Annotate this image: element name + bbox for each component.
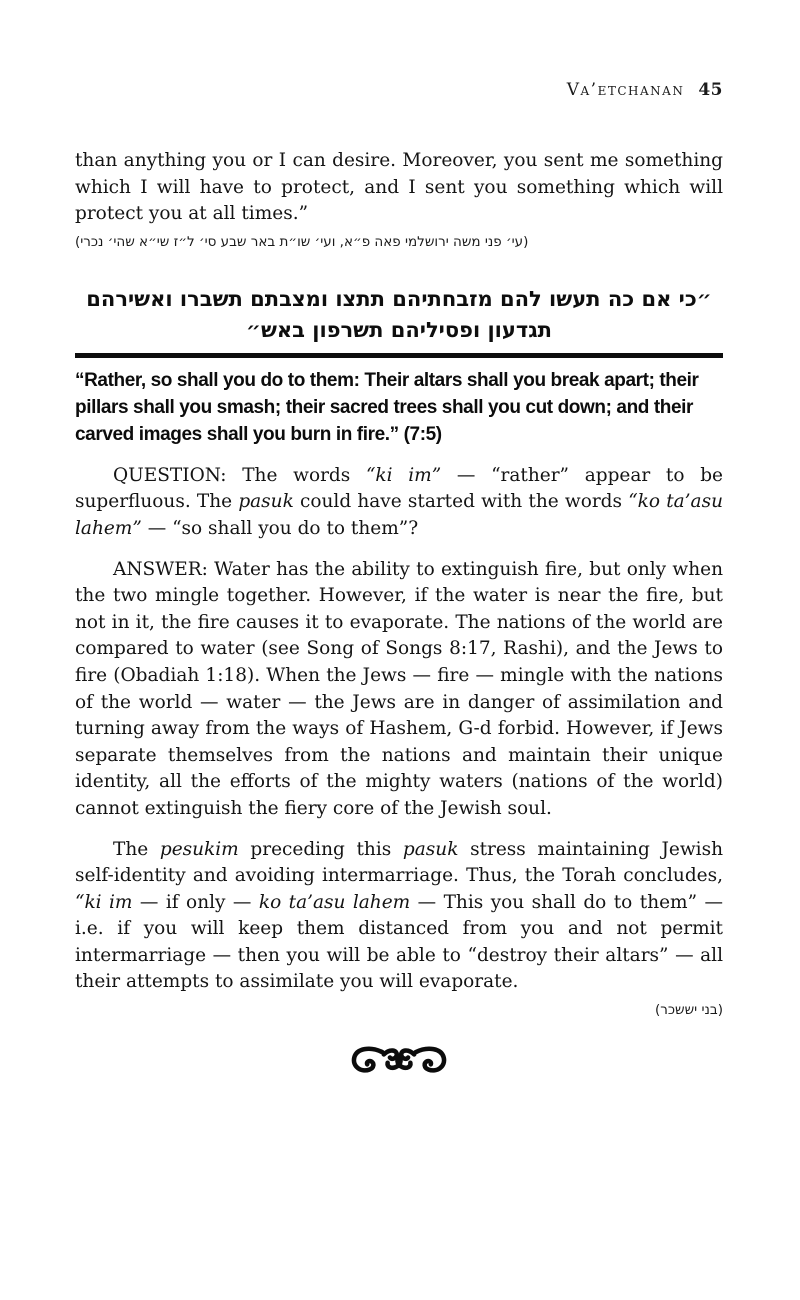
- text-run: could have started with the words: [293, 491, 629, 513]
- italic-term: pasuk: [238, 491, 294, 513]
- page-header: [75, 80, 723, 100]
- section-divider-ornament: [75, 1045, 723, 1080]
- italic-term: “ki im: [75, 891, 133, 913]
- italic-term: pasuk: [402, 838, 459, 860]
- fleuron-icon: [349, 1045, 449, 1076]
- page-number: 45: [698, 80, 723, 100]
- italic-term: ko ta’asu lahem: [258, 891, 411, 913]
- discussion-paragraph: [75, 837, 723, 997]
- answer-paragraph: ANSWER: Water has the ability to extinguish fire, but only when the two mingle together. However, if the water is near the fire, but not in it, the fire causes it to evaporate. The nations of the world are compared to water (see Song of Songs 8:17, Rashi), and the Jews to fire (Obadiah 1:18). When the Jews — fire — mingle with the nations of the world — water — the Jews are in danger of assimilation and turning away from the ways of Hashem, G-d forbid. However, if Jews separate themselves from the nations and maintain their unique identity, all the efforts of the mighty waters (nations of the world) cannot extinguish the fiery core of the Jewish soul.: [75, 558, 723, 819]
- text-run: — “so shall you do to them”?: [141, 517, 419, 539]
- hebrew-verse-heading: [75, 284, 723, 346]
- text-run: preceding this: [238, 838, 403, 860]
- continuation-paragraph: than anything you or I can desire. Moreover, you sent me something which I will have to protect, and I sent you something which will protect you at all times.”: [75, 150, 723, 225]
- italic-term: pesukim: [159, 838, 239, 860]
- text-run: QUESTION: The words: [113, 464, 366, 486]
- source-citation: (בני יששכר): [655, 1002, 723, 1019]
- text-run: The: [113, 838, 160, 860]
- verse-translation-paragraph: “Rather, so shall you do to them: Their altars shall you break apart; their pillars shall you smash; their sacred trees shall you cut down; and their carved images shall you burn in fire.” (7:5): [75, 369, 699, 445]
- text-run: — “rather” appear to be superfluous. The: [75, 464, 723, 513]
- hebrew-source-citation: (עי׳ פני משה ירושלמי פאה פ״א, ועי׳ שו״ת באר שבע סי׳ ל״ז שי״א שהי׳ נכרי): [75, 233, 529, 250]
- italic-term: “ki im”: [365, 464, 442, 486]
- text-run: — This you shall do to them” — i.e. if you will keep them distanced from you and not permit intermarriage — then you will be able to “destroy their altars” — all their attempts to assimilate you will evaporate.: [75, 891, 723, 993]
- hebrew-verse-line-1: ״כי אם כה תעשו להם מזבחתיהם תתצו ומצבתם תשברו ואשירהם: [86, 286, 712, 311]
- parsha-title: Va’etchanan: [566, 80, 685, 100]
- hebrew-verse-line-2: תגדעון ופסיליהם תשרפון באש״: [246, 317, 552, 342]
- section-divider-rule: [75, 353, 723, 358]
- question-paragraph: [75, 463, 723, 543]
- text-run: — if only —: [132, 891, 259, 913]
- text-run: stress maintaining Jewish self-identity and avoiding intermarriage. Thus, the Torah concludes,: [75, 838, 723, 887]
- italic-term: “ko ta’asu lahem”: [75, 491, 723, 539]
